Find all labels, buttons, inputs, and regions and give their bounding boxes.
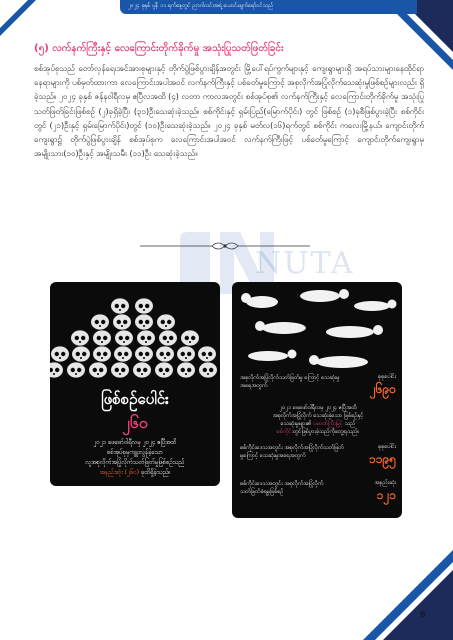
- incidents-desc-line: [60, 468, 210, 478]
- skull-icon: [177, 362, 195, 377]
- skull-icon: [198, 346, 216, 361]
- incidents-desc-tail: ခုထိရှိခဲ့သည်။: [141, 469, 171, 476]
- deaths-summary-line: [240, 420, 396, 428]
- incidents-title: ဖြစ်စဉ်ပေါင်း: [101, 390, 169, 408]
- deaths-summary-line: [240, 428, 396, 436]
- corner-decoration-top-left-inner: [0, 0, 28, 28]
- incidents-desc-line: လူအစုလိုက်အပြုံလိုက်သတ်ဖြတ်မှုဖြစ်စဉ်သည်: [85, 459, 185, 466]
- skull-icon: [157, 314, 175, 329]
- section-paragraph: စစ်အုပ်စုသည် တော်လှန်ရေးအင်အားစုများနှင့် တိုက်ပွဲဖြစ်ပွားချိန်အတွင်း မြို့ပေါ်ရပ်ကွက်များနှင့် ကျေးရွာများရှိ အရပ်သားများနေထိုင်ရာနေရာများကို ပစ်မှတ်ထားကာ လေကြောင်းအပါအဝင် လက်နက်ကြီးနှင့် ပစ်ခတ်မှုကြောင့် အစုလိုက်အပြုံလိုက်သေဆုံးမှုဖြစ်စဉ်များလည်း ရှိခဲ့သည်။ ၂၀၂၄ ခုနှစ် ဇန်နဝါရီလမှ ဧပြီလအထိ (၄) လတာ ကာလအတွင်း စစ်အုပ်စု၏ လက်နက်ကြီးနှင့် လေကြောင်းတိုက်ခိုက်မှု အသုံးပြုသတ်ဖြတ်ခြင်းဖြစ်စဉ် (၂)ခုရှိခဲ့ပြီး (၃၁)ဦးသေဆုံးခဲ့သည်။ စစ်ကိုင်းနှင့် ရှမ်းပြည်(မြောက်ပိုင်း) တွင် ဖြစ်စဉ် (၁)ခုစီဖြစ်ပွားခဲ့ပြီး စစ်ကိုင်းတွင် (၂၁)ဦးနှင့် ရှမ်းမြောက်ပိုင်း)တွင် (၁၀)ဦးသေဆုံးခဲ့သည်။ ၂၀၂၄ ခုနှစ် မတ်လ(၁၆)ရက်တွင် စစ်ကိုင်း ကလေးမြို့နယ်၊ ကျောင်းတိုက်ကျေးရွာ၌ တိုက်ပွဲဖြစ်ပွားချိန် စစ်အုပ်စုက လေကြောင်းအပါအဝင် လက်နက်ကြီးဖြင့် ပစ်ခတ်မှုကြောင့် ကျောင်းတိုက်ကျေးရွာမှ အမျိုးသား(၁၀)ဦးနှင့် အမျိုးသမီး (၁၁)ဦး သေဆုံးခဲ့သည်။: [34, 64, 424, 159]
- deaths-summary-highlight: ပမာဏ်ကြီးမြင့်: [313, 421, 343, 427]
- incidents-desc-line: ၂၀၂၁ ဖေဖော်ဝါရီလမှ ၂၀၂၄ ဧပြီအထိ: [93, 439, 177, 446]
- skull-icon: [133, 362, 151, 377]
- skull-icon: [115, 330, 133, 345]
- skull-icon: [159, 330, 177, 345]
- skull-icon: [114, 346, 132, 361]
- fallen-bodies-icon: [232, 282, 402, 374]
- skull-icon: [71, 330, 89, 345]
- deaths-total-sublabel: စုစုပေါင်း: [377, 374, 396, 380]
- deaths-total-label: အစုလိုက်အပြုံလိုက်သတ်ဖြတ်မှု ကြောင့် သေဆုံးမှုအရေအတွက်: [240, 375, 340, 389]
- stat-card-incidents: [50, 282, 220, 486]
- skull-icon: [177, 346, 195, 361]
- sagaing-deaths-label: စစ်ကိုင်းဒေသအတွင်း အစုလိုက်အပြုံလိုက်သတ်ဖြတ်မှုကြောင့် သေဆုံးမှုအရေအတွက်: [240, 445, 344, 459]
- skull-icon: [156, 346, 174, 361]
- skull-icon: [93, 346, 111, 361]
- watermark-text: NUTA: [255, 246, 355, 281]
- skull-icon: [155, 362, 173, 377]
- skull-icon: [91, 314, 109, 329]
- section-heading: (၅) လက်နက်ကြီးနှင့် လေကြောင်းတိုက်ခိုက်မှု အသုံးပြုသတ်ဖြတ်ခြင်း: [34, 43, 284, 54]
- deaths-summary-region: စစ်ကိုင်း: [276, 429, 293, 435]
- stat-card-deaths: [232, 282, 402, 518]
- page-number: 6: [420, 610, 426, 619]
- sagaing-incidents-sublabel: အနည်းဆုံး: [374, 480, 396, 486]
- skull-icon: [135, 314, 153, 329]
- skull-icon: [199, 362, 217, 377]
- skull-icon: [111, 298, 129, 313]
- skull-icon: [67, 362, 85, 377]
- skull-icon: [50, 362, 63, 377]
- incidents-count: ၂၆၀: [122, 413, 148, 432]
- skull-icon: [72, 346, 90, 361]
- skull-icon: [89, 362, 107, 377]
- deaths-summary-line: ၂၀၂၁ ဖေဖော်ဝါရီလမှ ၂၀၂၄ ဧပြီအထိ: [279, 405, 357, 411]
- deaths-summary-line: အစုလိုက်အပြုံလိုက် သေဆုံးခဲ့သော ဖြစ်စဉ်နှင့်: [272, 413, 364, 419]
- incidents-description: [60, 438, 210, 478]
- sagaing-incidents-row: [240, 478, 396, 508]
- incidents-desc-line: စစ်အုပ်စုမှကျူးလွန်ခဲ့သော: [107, 449, 163, 456]
- corner-decoration-bottom-right-dark: [383, 570, 453, 640]
- deaths-summary-text: တွင်ဖြစ်ပွားခဲ့သည်ကိုတွေ့ရသည်။: [292, 429, 360, 435]
- deaths-summary-text: သည်: [344, 421, 356, 427]
- incidents-desc-highlight: အနည်းဆုံး (၂၆၀): [99, 469, 140, 476]
- skull-icon: [93, 330, 111, 345]
- deaths-total-row: [240, 372, 396, 402]
- sagaing-incidents-value: ၁၂၁: [376, 488, 396, 502]
- skull-icon: [135, 298, 153, 313]
- sagaing-incidents-label: စစ်ကိုင်းဒေသအတွင်း အစုလိုက်အပြုံလိုက် သတ်ဖြတ်ခံရမှုဖြစ်စဉ်: [240, 481, 324, 495]
- sagaing-deaths-row: [240, 442, 396, 472]
- deaths-summary: [240, 404, 396, 436]
- sagaing-deaths-value: ၁၁၉၅: [369, 452, 396, 466]
- running-header-title: ၂၀၂၄ ခုနှစ် ပူနီ ၁၁ ရက်နေ့တွင် ညာဂါလင်းအရဲ့ ယောင်းဖျက်ရော်ဝင်သည်: [128, 3, 274, 9]
- deaths-total-value: ၂၆၉၀: [369, 382, 396, 396]
- skull-icon: [181, 330, 199, 345]
- skull-icon: [111, 362, 129, 377]
- skull-icon: [113, 314, 131, 329]
- skull-icon: [137, 330, 155, 345]
- skull-icon: [51, 346, 69, 361]
- deaths-summary-text: သေဆုံးမှုများ၏: [280, 421, 312, 427]
- sagaing-deaths-sublabel: စုစုပေါင်း: [377, 444, 396, 450]
- skull-icon: [135, 346, 153, 361]
- skull-pile-icon: [50, 282, 220, 382]
